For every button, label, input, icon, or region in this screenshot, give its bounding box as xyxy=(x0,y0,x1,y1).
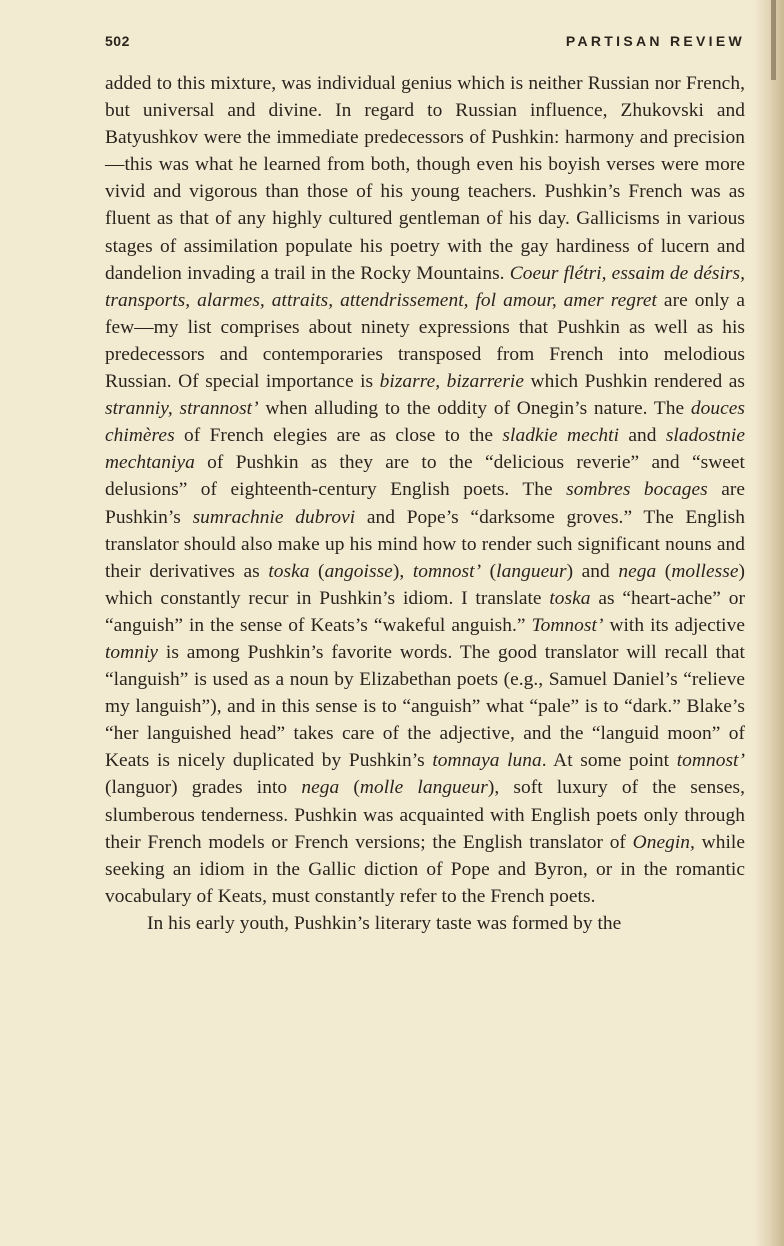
text-run: and Pope’s “darksome groves.” The English translator should also make up his mind how to render such significant nouns and their derivatives as xyxy=(105,506,746,582)
italic-phrase: sumrachnie dubrovi xyxy=(192,506,356,528)
text-run: are Pushkin’s xyxy=(105,479,746,528)
italic-phrase: douces chimères xyxy=(105,398,746,447)
text-run: ( xyxy=(656,560,672,582)
text-run: . At some point xyxy=(541,750,677,772)
running-head-title: PARTISAN REVIEW xyxy=(565,33,745,49)
italic-phrase: nega xyxy=(301,777,340,799)
text-run: ) and xyxy=(566,560,619,582)
italic-phrase: sladostnie mechtaniya xyxy=(105,425,745,474)
text-run: ( xyxy=(309,560,325,582)
italic-phrase: mollesse xyxy=(671,560,739,582)
italic-phrase: molle langueur xyxy=(359,777,488,799)
italic-phrase: angoisse xyxy=(324,560,393,582)
italic-phrase: Coeur flétri, essaim de désirs, transports, alarmes, attraits, attendrissement, fol amour, amer regret xyxy=(105,262,745,311)
text-run: ), soft luxury of the senses, slumberous tenderness. Pushkin was acquainted with English poets only through their French models or French versions; the English translator of xyxy=(105,777,746,853)
italic-phrase: toska xyxy=(268,560,310,582)
page-edge-mark xyxy=(771,0,776,80)
text-run: of French elegies are as close to the xyxy=(174,425,503,447)
text-run: with its adjective xyxy=(603,614,745,636)
italic-phrase: tomnaya luna xyxy=(432,750,542,772)
text-run: (languor) grades into xyxy=(105,777,302,799)
text-run: is among Pushkin’s favorite words. The good translator will recall that “languish” is used as a noun by Elizabethan poets (e.g., Samuel Daniel’s “relieve my languish”), and in this sense is to “anguish” what “pale” is to “dark.” Blake’s “her languished head” takes care of the adjective, and the “languid moon” of Keats is nicely duplicated by Pushkin’s xyxy=(105,641,745,772)
italic-phrase: sombres bocages xyxy=(566,479,708,501)
italic-phrase: toska xyxy=(549,587,591,609)
text-run: as “heart-ache” or “anguish” in the sense of Keats’s “wakeful anguish.” xyxy=(105,587,745,636)
italic-phrase: bizarre, bizarrerie xyxy=(379,371,525,393)
article-body xyxy=(105,70,745,937)
text-run: and xyxy=(619,425,666,447)
text-run: are only a few—my list comprises about ninety expressions that Pushkin as well as his predecessors and contemporaries transposed from French into melodious Russian. Of special importance is xyxy=(105,289,745,393)
text-run: which Pushkin rendered as xyxy=(524,371,745,393)
running-header xyxy=(105,33,745,53)
page-number: 502 xyxy=(105,33,130,49)
paragraph-continued xyxy=(105,70,745,910)
text-run: while seeking an idiom in the Gallic diction of Pope and Byron, or in the romantic vocabulary of Keats, must constantly refer to the French poets. xyxy=(105,831,745,907)
italic-phrase: stranniy, strannost’ xyxy=(105,398,259,420)
italic-phrase: tomnost’ xyxy=(676,750,745,772)
italic-phrase: nega xyxy=(618,560,657,582)
text-run: ) which constantly recur in Pushkin’s idiom. I translate xyxy=(105,560,746,609)
italic-phrase: tomnost’ xyxy=(412,560,482,582)
page-edge-shadow xyxy=(754,0,784,1246)
paragraph-new: In his early youth, Pushkin’s literary taste was formed by the xyxy=(147,912,622,934)
italic-phrase: Onegin, xyxy=(632,831,695,853)
text-run: ), xyxy=(392,560,413,582)
italic-phrase: tomniy xyxy=(105,641,159,663)
text-run: ( xyxy=(481,560,497,582)
text-run: when alluding to the oddity of Onegin’s nature. The xyxy=(258,398,691,420)
text-run: ( xyxy=(339,777,360,799)
italic-phrase: Tomnost’ xyxy=(531,614,604,636)
italic-phrase: langueur xyxy=(496,560,567,582)
italic-phrase: sladkie mechti xyxy=(502,425,620,447)
text-run: added to this mixture, was individual genius which is neither Russian nor French, but universal and divine. In regard to Russian influence, Zhukovski and Batyushkov were the immediate predecessors of Pushkin: harmony and precision—this was what he learned from both, though even his boyish verses were more vivid and vigorous than those of his young teachers. Pushkin’s French was as fluent as that of any highly cultured gentleman of his day. Gallicisms in various stages of assimilation populate his poetry with the gay hardiness of lucern and dandelion invading a trail in the Rocky Mountains. xyxy=(105,73,745,284)
text-run: of Pushkin as they are to the “delicious reverie” and “sweet delusions” of eighteenth-century English poets. The xyxy=(105,452,745,501)
